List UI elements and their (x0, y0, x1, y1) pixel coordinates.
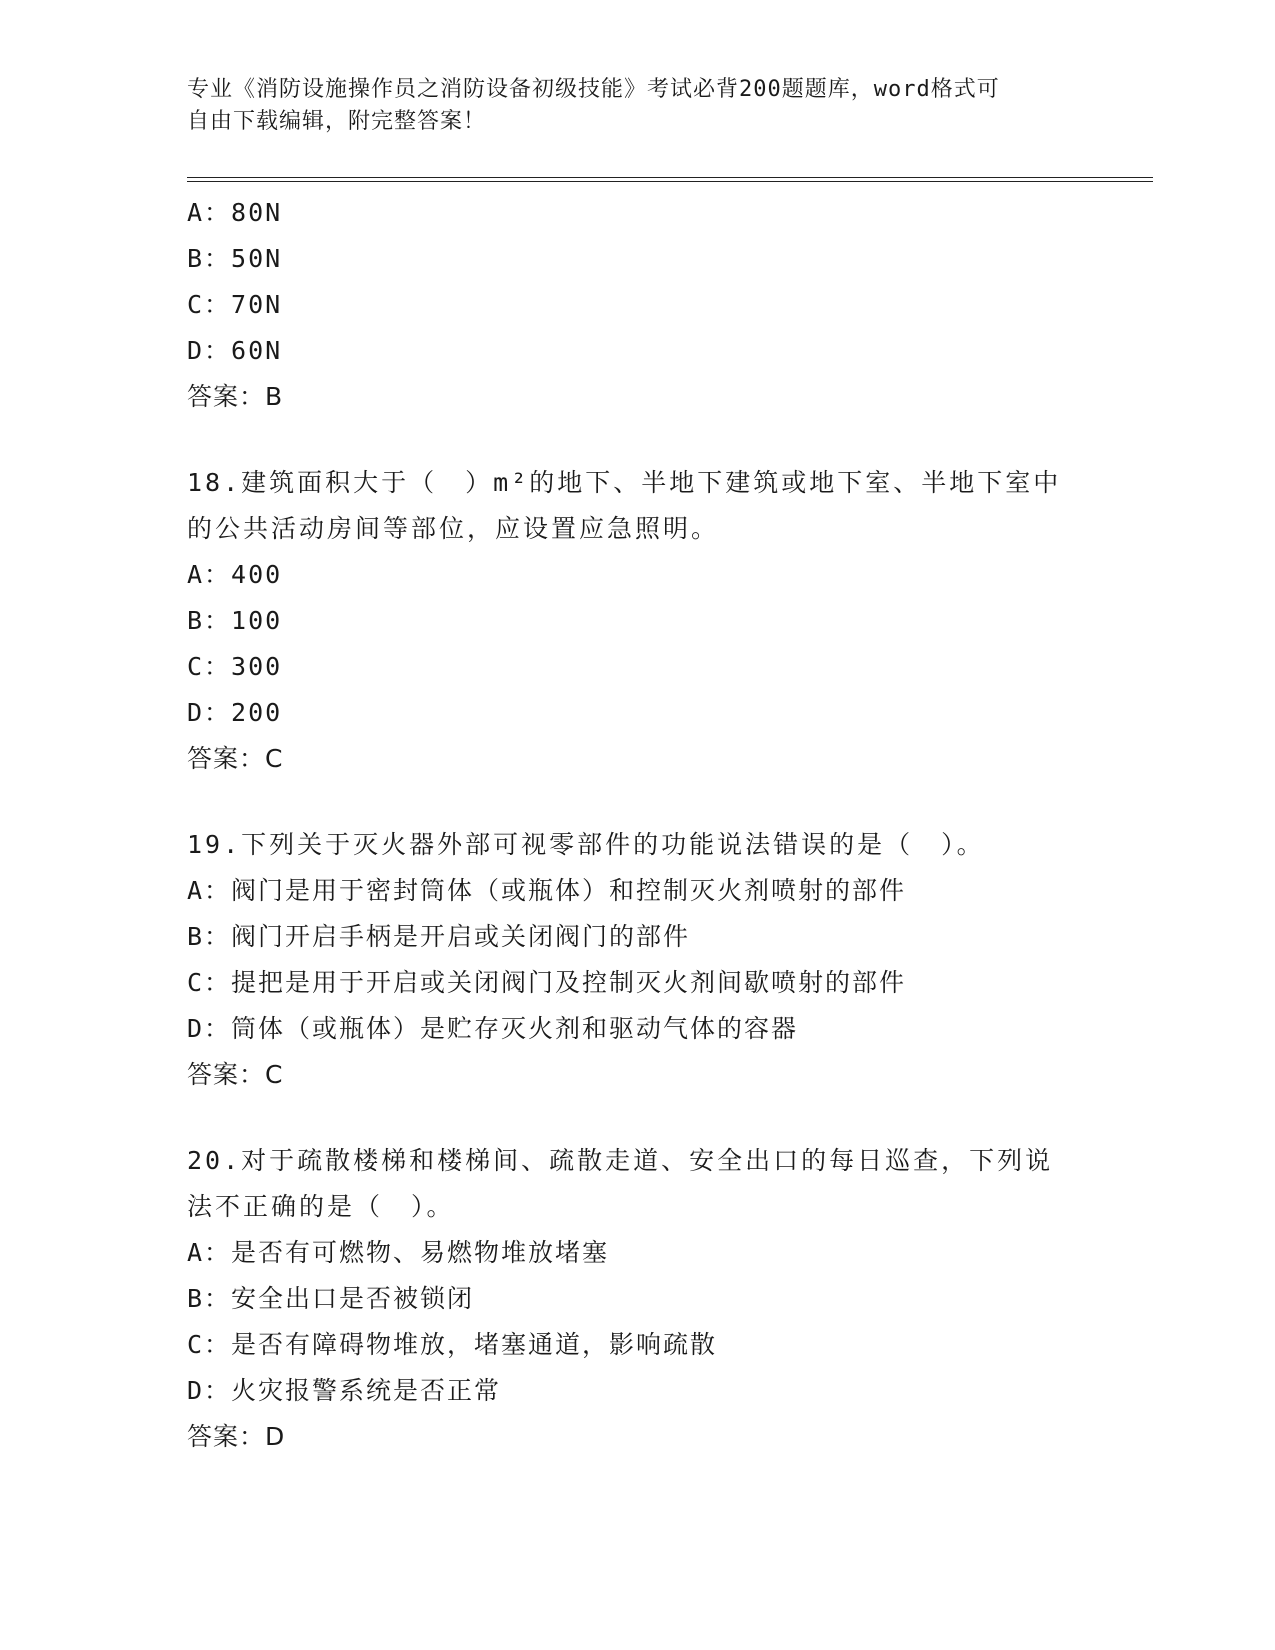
option-a: A：是否有可燃物、易燃物堆放堵塞 (187, 1238, 610, 1267)
question-18 (187, 460, 1087, 782)
option-d: D：200 (187, 698, 283, 727)
option-c: C：70N (187, 290, 283, 319)
question-stem-line-1: 18.建筑面积大于（ ）m²的地下、半地下建筑或地下室、半地下室中 (187, 468, 1062, 497)
answer-label: 答案：C (187, 744, 284, 773)
document-header (187, 74, 1087, 138)
option-d: D：火灾报警系统是否正常 (187, 1376, 502, 1405)
answer-label: 答案：C (187, 1060, 284, 1089)
header-title-line-2: 自由下载编辑，附完整答案！ (187, 109, 487, 134)
option-b: B：安全出口是否被锁闭 (187, 1284, 475, 1313)
question-stem-line-2: 法不正确的是（ ）。 (187, 1192, 455, 1221)
question-stem-line-1: 20.对于疏散楼梯和楼梯间、疏散走道、安全出口的每日巡查，下列说 (187, 1146, 1054, 1175)
answer-label: 答案：B (187, 382, 284, 411)
option-a: A：400 (187, 560, 283, 589)
question-19 (187, 822, 1087, 1098)
answer-label: 答案：D (187, 1422, 286, 1451)
option-b: B：阀门开启手柄是开启或关闭阀门的部件 (187, 922, 691, 951)
option-b: B：100 (187, 606, 283, 635)
question-stem-line-1: 19.下列关于灭火器外部可视零部件的功能说法错误的是（ ）。 (187, 830, 985, 859)
question-list (187, 190, 1087, 1460)
option-c: C：是否有障碍物堆放，堵塞通道，影响疏散 (187, 1330, 718, 1359)
option-d: D：筒体（或瓶体）是贮存灭火剂和驱动气体的容器 (187, 1014, 799, 1043)
option-a: A：阀门是用于密封筒体（或瓶体）和控制灭火剂喷射的部件 (187, 876, 907, 905)
header-divider (187, 177, 1153, 182)
question-20 (187, 1138, 1087, 1460)
question-17 (187, 190, 1087, 420)
option-d: D：60N (187, 336, 283, 365)
question-stem-line-2: 的公共活动房间等部位，应设置应急照明。 (187, 514, 720, 543)
option-c: C：300 (187, 652, 283, 681)
option-a: A：80N (187, 198, 283, 227)
option-c: C：提把是用于开启或关闭阀门及控制灭火剂间歇喷射的部件 (187, 968, 907, 997)
option-b: B：50N (187, 244, 283, 273)
header-title-line-1: 专业《消防设施操作员之消防设备初级技能》考试必背200题题库，word格式可 (187, 77, 1000, 102)
